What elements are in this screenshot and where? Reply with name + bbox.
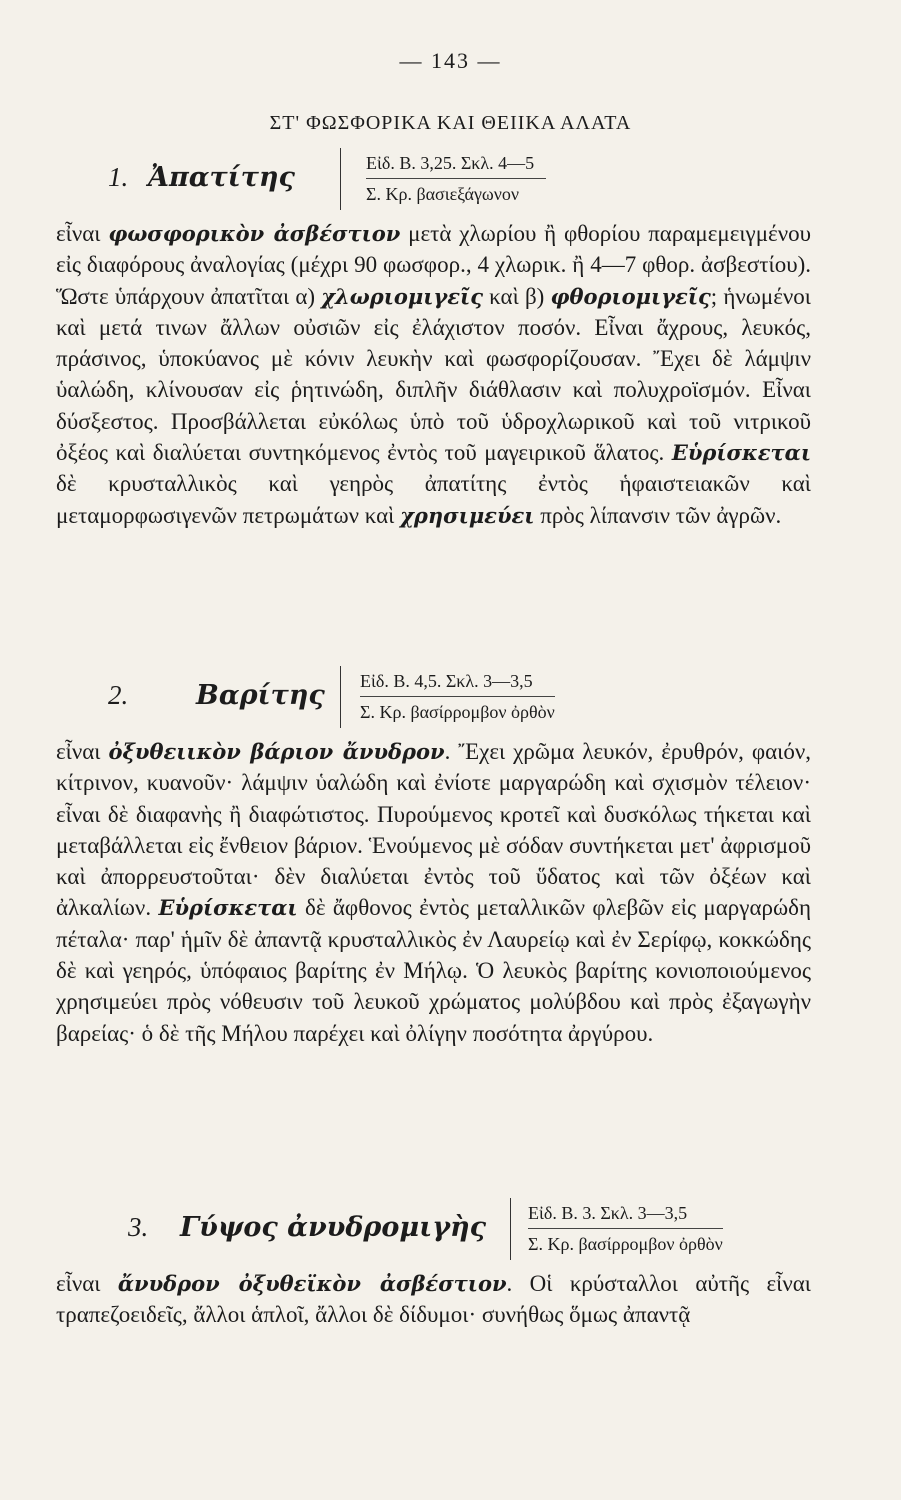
text-run: πρὸς λίπανσιν τῶν ἀγρῶν. [534,502,782,528]
text-run: μετὰ χλωρίου ἢ φθορίου παραμεμειγμένου εἰς διαφόρους ἀναλογίας (μέχρι 90 φωσφορ., 4 χλωρικ. ἢ 4—7 φθορ. ἀσβεστίου). Ὥστε ὑπάρχουν ἀπατῖται α) [56,221,811,309]
mineral-description [56,1268,811,1331]
chapter-title: ΣΤ' ΦΩΣΦΟΡΙΚΑ ΚΑΙ ΘΕΙΙΚΑ ΑΛΑΤΑ [269,112,632,134]
text-run: . Ἔχει χρῶμα λευκόν, ἐρυθρόν, φαιόν, κίτρινον, κυανοῦν· λάμψιν ὑαλώδη καὶ ἐνίοτε μαργαρώδη καὶ σχισμὸν τέλειον· εἶναι δὲ διαφανὴς ἢ διαφώτιστος. Πυρούμενος κροτεῖ καὶ δυσκόλως τήκεται καὶ μεταβάλλεται εἰς ἔνθειον βάριον. Ἑνούμενος μὲ σόδαν συντήκεται μετ' ἀφρισμοῦ καὶ ἀπορρευστοῦται· δὲν διαλύεται ἐντὸς τοῦ ὕδατος καὶ τῶν ὀξέων καὶ ἀλκαλίων. [56,739,812,921]
mineral-header [108,148,811,218]
mineral-entry-barite [56,666,812,1049]
props-line-1: Εἰδ. Β. 3,25. Σκλ. 4—5 [366,148,546,179]
mineral-header [108,666,811,736]
mineral-description [56,736,811,1049]
page-number: — 143 — [399,48,502,73]
brace [340,666,349,728]
text-run: δὲ ἄφθονος ἐντὸς μεταλλικῶν φλεβῶν εἰς μαργαρώδη πέταλα· παρ' ἡμῖν δὲ ἀπαντᾷ κρυσταλλικὸς ἐν Λαυρείῳ καὶ ἐν Σερίφῳ, κοκκώδης δὲ καὶ γεηρός, ὑπόφαιος βαρίτης ἐν Μήλῳ. Ὁ λευκὸς βαρίτης κονιοποιούμενος χρησιμεύει πρὸς νόθευσιν τοῦ λευκοῦ χρώματος μολύβδου καὶ πρὸς ἐξαγωγὴν βαρείας· ὁ δὲ τῆς Μήλου παρέχει καὶ ὀλίγην ποσότητα ἀργύρου. [56,895,811,1046]
key-term: φθοριομιγεῖς [550,283,711,309]
key-term: ὀξυθειικὸν βάριον ἄνυδρον [108,739,445,764]
text-run: ; ἡνωμένοι καὶ μετά τινων ἄλλων οὐσιῶν εἰς ἐλάχιστον ποσόν. Εἶναι ἄχρους, λευκός, πράσινος, ὑποκύανος μὲ κόνιν λευκὴν καὶ φωσφορίζουσαν. Ἔχει δὲ λάμψιν ὑαλώδη, κλίνουσαν εἰς ῥητινώδη, διπλῆν διάθλασιν καὶ πολυχροϊσμόν. Εἶναι δύσξεστος. Προσβάλλεται εὐκόλως ὑπὸ τοῦ ὑδροχλωρικοῦ καὶ τοῦ νιτρικοῦ ὀξέος καὶ διαλύεται συντηκόμενος ἐντὸς τοῦ μαγειρικοῦ ἅλατος. [56,283,811,466]
key-term: Εὑρίσκεται [671,440,811,466]
mineral-header [108,1198,811,1268]
mineral-name: Γύψος ἀνυδρομιγὴς [180,1212,487,1243]
key-term: ἄνυδρον ὀξυθεϊκὸν ἀσβέστιον [117,1271,507,1296]
key-term: Εὑρίσκεται [158,895,298,921]
mineral-properties [366,148,546,209]
props-line-2: Σ. Κρ. βασίρρομβον ὀρθὸν [528,1234,723,1254]
key-term: χρησιμεύει [400,502,535,528]
mineral-entry-apatite [56,148,811,531]
mineral-properties [528,1198,723,1259]
text-run: εἶναι [56,739,109,764]
mineral-number: 2. [108,680,129,710]
text-run: . Οἱ κρύσταλλοι αὐτῆς εἶναι τραπεζοειδεῖς, ἄλλοι ἁπλοῖ, ἄλλοι δὲ δίδυμοι· συνήθως ὅμως ἀπαντᾷ [56,1271,811,1328]
mineral-name: Ἀπατίτης [148,162,295,193]
mineral-number: 1. [108,162,129,192]
key-term: φωσφορικὸν ἀσβέστιον [108,221,401,246]
key-term: χλωριομιγεῖς [321,283,483,309]
brace [510,1198,519,1260]
text-run: εἶναι [56,1271,118,1296]
props-line-1: Εἰδ. Β. 3. Σκλ. 3—3,5 [528,1198,723,1229]
text-run: καὶ β) [483,283,551,309]
mineral-description [56,218,811,531]
brace [340,148,349,210]
props-line-2: Σ. Κρ. βασιεξάγωνον [366,184,520,204]
text-run: εἶναι [56,221,109,246]
mineral-entry-anhydrite [56,1198,811,1331]
mineral-properties [360,666,555,727]
props-line-1: Εἰδ. Β. 4,5. Σκλ. 3—3,5 [360,666,555,697]
mineral-number: 3. [128,1212,149,1242]
props-line-2: Σ. Κρ. βασίρρομβον ὀρθὸν [360,702,555,722]
mineral-name: Βαρίτης [196,680,325,711]
text-run: δὲ κρυσταλλικὸς καὶ γεηρὸς ἀπατίτης ἐντὸς ἡφαιστειακῶν καὶ μεταμορφωσιγενῶν πετρωμάτων καὶ [56,471,811,528]
